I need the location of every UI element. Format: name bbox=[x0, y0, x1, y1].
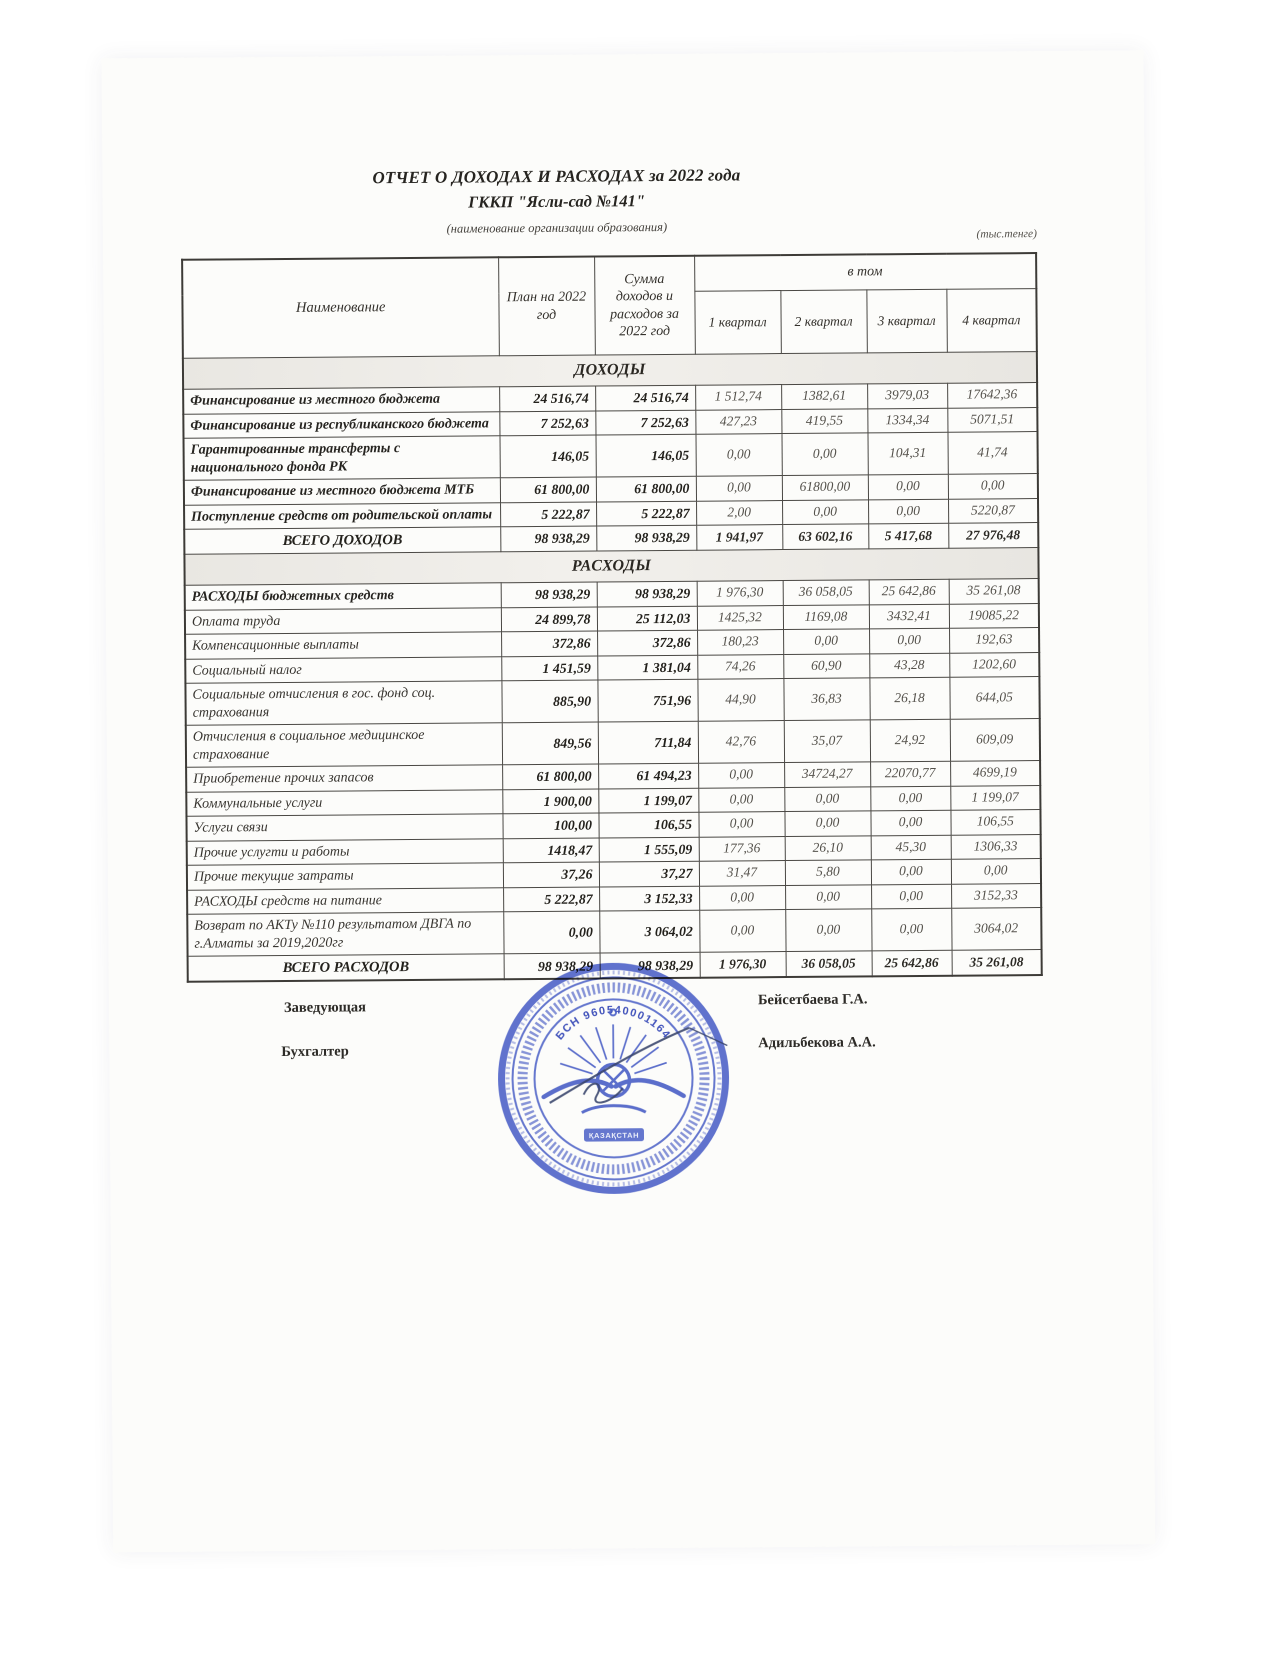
cell-plan: 24 899,78 bbox=[501, 607, 597, 632]
cell-plan: 1418,47 bbox=[503, 838, 599, 863]
cell-q3: 0,00 bbox=[869, 628, 949, 653]
col-header-group: в том bbox=[694, 253, 1036, 291]
cell-sum: 5 222,87 bbox=[596, 501, 696, 526]
cell-q3: 1334,34 bbox=[867, 408, 947, 433]
report-table bbox=[181, 252, 1043, 983]
cell-q4: 41,74 bbox=[947, 432, 1037, 475]
cell-plan: 37,26 bbox=[503, 862, 599, 887]
official-stamp bbox=[487, 951, 741, 1205]
cell-q2: 0,00 bbox=[782, 499, 868, 524]
row-name: Социальный налог bbox=[185, 656, 501, 683]
cell-q3: 25 642,86 bbox=[872, 950, 952, 976]
emblem-banner-text: ҚАЗАҚСТАН bbox=[589, 1131, 639, 1140]
cell-sum: 3 152,33 bbox=[599, 886, 699, 911]
row-name: Прочие текущие затраты bbox=[187, 863, 503, 890]
cell-q2: 0,00 bbox=[783, 629, 869, 654]
cell-q1: 1425,32 bbox=[697, 605, 783, 630]
cell-plan: 885,90 bbox=[501, 680, 597, 723]
col-header-name: Наименование bbox=[182, 257, 499, 358]
cell-q1: 180,23 bbox=[697, 630, 783, 655]
cell-q1: 0,00 bbox=[698, 787, 784, 812]
section-title: ДОХОДЫ bbox=[183, 352, 1037, 390]
cell-q1: 1 512,74 bbox=[695, 385, 781, 410]
cell-q1: 1 976,30 bbox=[697, 581, 783, 606]
cell-plan: 5 222,87 bbox=[500, 502, 596, 527]
cell-plan: 61 800,00 bbox=[500, 477, 596, 502]
cell-sum: 25 112,03 bbox=[597, 606, 697, 631]
cell-q2: 0,00 bbox=[784, 811, 870, 836]
cell-sum: 3 064,02 bbox=[599, 910, 699, 953]
cell-q1: 31,47 bbox=[699, 861, 785, 886]
col-header-sum: Сумма доходов и расходов за 2022 год bbox=[594, 256, 695, 355]
cell-sum: 7 252,63 bbox=[595, 410, 695, 435]
col-header-q3: 3 квартал bbox=[866, 289, 946, 353]
cell-q1: 42,76 bbox=[698, 721, 784, 764]
cell-q1: 0,00 bbox=[699, 885, 785, 910]
cell-q4: 5071,51 bbox=[947, 407, 1037, 432]
cell-sum: 106,55 bbox=[598, 812, 698, 837]
cell-sum: 146,05 bbox=[595, 434, 695, 477]
cell-q1: 74,26 bbox=[697, 654, 783, 679]
cell-sum: 751,96 bbox=[597, 679, 697, 722]
cell-q1: 1 976,30 bbox=[700, 952, 786, 978]
cell-q2: 26,10 bbox=[785, 836, 871, 861]
cell-q1: 2,00 bbox=[696, 500, 782, 525]
stamp-bsn-text: БСН 960540001164 bbox=[553, 1004, 672, 1043]
cell-q4: 19085,22 bbox=[949, 603, 1039, 628]
cell-q3: 0,00 bbox=[871, 884, 951, 909]
row-name: РАСХОДЫ средств на питание bbox=[187, 887, 503, 914]
cell-q2: 34724,27 bbox=[784, 762, 870, 787]
signature-role-director: Заведующая bbox=[284, 999, 366, 1017]
cell-q3: 45,30 bbox=[871, 835, 951, 860]
row-name: Социальные отчисления в гос. фонд соц. страхования bbox=[185, 681, 501, 725]
col-header-plan: План на 2022 год bbox=[498, 257, 595, 356]
cell-plan: 1 900,00 bbox=[502, 789, 598, 814]
cell-q3: 0,00 bbox=[870, 810, 950, 835]
cell-q4: 106,55 bbox=[950, 810, 1040, 835]
cell-q2: 5,80 bbox=[785, 860, 871, 885]
cell-q1: 44,90 bbox=[697, 679, 783, 722]
cell-q4: 0,00 bbox=[951, 859, 1041, 884]
cell-q3: 0,00 bbox=[871, 908, 951, 951]
cell-plan: 24 516,74 bbox=[499, 386, 595, 411]
cell-plan: 7 252,63 bbox=[499, 411, 595, 436]
row-name: Поступление средств от родительской оплаты bbox=[184, 502, 500, 529]
cell-q1: 1 941,97 bbox=[696, 525, 782, 551]
cell-q2: 63 602,16 bbox=[782, 524, 868, 550]
row-name: Финансирование из местного бюджета bbox=[183, 387, 499, 414]
row-name: Финансирование из республиканского бюджета bbox=[183, 411, 499, 438]
cell-sum: 98 938,29 bbox=[600, 952, 700, 978]
cell-plan: 98 938,29 bbox=[501, 582, 597, 607]
cell-q4: 609,09 bbox=[950, 719, 1040, 762]
cell-q2: 0,00 bbox=[785, 909, 871, 952]
signature-name-director: Бейсетбаева Г.А. bbox=[758, 991, 868, 1009]
cell-plan: 849,56 bbox=[502, 722, 598, 765]
cell-q2: 36 058,05 bbox=[786, 951, 872, 977]
cell-q4: 3064,02 bbox=[951, 908, 1041, 951]
row-name: Возврат по АКТу №110 результатом ДВГА по г.Алматы за 2019,2020гг bbox=[187, 912, 503, 956]
table-row bbox=[185, 677, 1039, 726]
cell-plan: 61 800,00 bbox=[502, 764, 598, 789]
cell-q2: 0,00 bbox=[784, 787, 870, 812]
cell-q3: 26,18 bbox=[869, 677, 949, 720]
cell-q4: 35 261,08 bbox=[952, 950, 1042, 976]
cell-q3: 22070,77 bbox=[870, 761, 950, 786]
table-row bbox=[184, 432, 1038, 481]
cell-q4: 1202,60 bbox=[949, 652, 1039, 677]
cell-plan: 0,00 bbox=[503, 911, 599, 954]
cell-q4: 192,63 bbox=[949, 628, 1039, 653]
cell-q4: 1 199,07 bbox=[950, 785, 1040, 810]
cell-q4: 27 976,48 bbox=[948, 523, 1038, 549]
row-name: Финансирование из местного бюджета МТБ bbox=[184, 478, 500, 505]
cell-q1: 0,00 bbox=[696, 476, 782, 501]
cell-sum: 98 938,29 bbox=[597, 581, 697, 606]
organization-title: ГККП "Ясли-сад №141" bbox=[287, 190, 827, 214]
cell-q2: 1169,08 bbox=[783, 605, 869, 630]
cell-q3: 24,92 bbox=[870, 719, 950, 762]
signature-name-accountant: Адильбекова А.А. bbox=[758, 1034, 876, 1052]
cell-sum: 711,84 bbox=[598, 721, 698, 764]
cell-q4: 1306,33 bbox=[951, 834, 1041, 859]
cell-sum: 372,86 bbox=[597, 630, 697, 655]
cell-q1: 177,36 bbox=[699, 836, 785, 861]
cell-q3: 43,28 bbox=[869, 653, 949, 678]
cell-q1: 0,00 bbox=[699, 910, 785, 953]
cell-q2: 36,83 bbox=[783, 678, 869, 721]
cell-q4: 644,05 bbox=[949, 677, 1039, 720]
cell-q2: 0,00 bbox=[781, 433, 867, 476]
cell-plan: 1 451,59 bbox=[501, 656, 597, 681]
section-title: РАСХОДЫ bbox=[184, 548, 1038, 586]
cell-q3: 0,00 bbox=[871, 859, 951, 884]
cell-q2: 60,90 bbox=[783, 654, 869, 679]
cell-q1: 0,00 bbox=[695, 434, 781, 477]
cell-q3: 3979,03 bbox=[867, 383, 947, 408]
row-name: Приобретение прочих запасов bbox=[186, 765, 502, 792]
cell-q3: 0,00 bbox=[868, 474, 948, 499]
row-name: Гарантированные трансферты с национального фонда РК bbox=[184, 436, 500, 480]
cell-q2: 1382,61 bbox=[781, 384, 867, 409]
cell-sum: 98 938,29 bbox=[596, 525, 696, 551]
cell-sum: 24 516,74 bbox=[595, 385, 695, 410]
organization-subtitle: (наименование организации образования) bbox=[287, 219, 827, 238]
total-label: ВСЕГО РАСХОДОВ bbox=[188, 954, 504, 982]
cell-sum: 61 800,00 bbox=[596, 476, 696, 501]
cell-q4: 4699,19 bbox=[950, 761, 1040, 786]
cell-q4: 0,00 bbox=[948, 474, 1038, 499]
cell-q4: 35 261,08 bbox=[949, 579, 1039, 604]
row-name: Прочие услугти и работы bbox=[187, 838, 503, 865]
cell-plan: 98 938,29 bbox=[504, 953, 600, 979]
table-row bbox=[187, 908, 1041, 957]
cell-q4: 3152,33 bbox=[951, 883, 1041, 908]
row-name: Компенсационные выплаты bbox=[185, 632, 501, 659]
cell-q4: 5220,87 bbox=[948, 498, 1038, 523]
cell-q2: 419,55 bbox=[781, 408, 867, 433]
cell-q3: 5 417,68 bbox=[868, 523, 948, 549]
col-header-q2: 2 квартал bbox=[780, 290, 866, 354]
row-name: Коммунальные услуги bbox=[186, 789, 502, 816]
cell-q2: 0,00 bbox=[785, 884, 871, 909]
units-note: (тыс.тенге) bbox=[917, 228, 1037, 241]
row-name: Отчисления в социальное медицинское страхование bbox=[186, 723, 502, 767]
cell-plan: 372,86 bbox=[501, 631, 597, 656]
report-title: ОТЧЕТ О ДОХОДАХ И РАСХОДАХ за 2022 года bbox=[286, 165, 826, 189]
cell-sum: 61 494,23 bbox=[598, 763, 698, 788]
cell-q3: 3432,41 bbox=[869, 604, 949, 629]
cell-q3: 25 642,86 bbox=[869, 579, 949, 604]
title-block bbox=[286, 165, 827, 238]
cell-q2: 61800,00 bbox=[782, 475, 868, 500]
cell-q2: 36 058,05 bbox=[783, 580, 869, 605]
cell-q3: 104,31 bbox=[867, 432, 947, 475]
cell-sum: 1 555,09 bbox=[599, 837, 699, 862]
table-row bbox=[186, 719, 1040, 768]
cell-plan: 98 938,29 bbox=[500, 526, 596, 552]
col-header-q1: 1 квартал bbox=[694, 291, 780, 355]
row-name: Оплата труда bbox=[185, 607, 501, 634]
cell-q1: 0,00 bbox=[698, 763, 784, 788]
cell-q3: 0,00 bbox=[868, 499, 948, 524]
row-name: РАСХОДЫ бюджетных средств bbox=[185, 583, 501, 610]
cell-plan: 5 222,87 bbox=[503, 887, 599, 912]
cell-plan: 146,05 bbox=[499, 435, 595, 478]
cell-sum: 37,27 bbox=[599, 861, 699, 886]
cell-plan: 100,00 bbox=[502, 813, 598, 838]
cell-q4: 17642,36 bbox=[947, 383, 1037, 408]
cell-q3: 0,00 bbox=[870, 786, 950, 811]
cell-sum: 1 381,04 bbox=[597, 655, 697, 680]
total-label: ВСЕГО ДОХОДОВ bbox=[184, 527, 500, 555]
col-header-q4: 4 квартал bbox=[946, 289, 1037, 353]
cell-sum: 1 199,07 bbox=[598, 788, 698, 813]
row-name: Услуги связи bbox=[186, 814, 502, 841]
cell-q2: 35,07 bbox=[784, 720, 870, 763]
cell-q1: 0,00 bbox=[698, 812, 784, 837]
cell-q1: 427,23 bbox=[695, 409, 781, 434]
signature-role-accountant: Бухгалтер bbox=[281, 1043, 349, 1061]
